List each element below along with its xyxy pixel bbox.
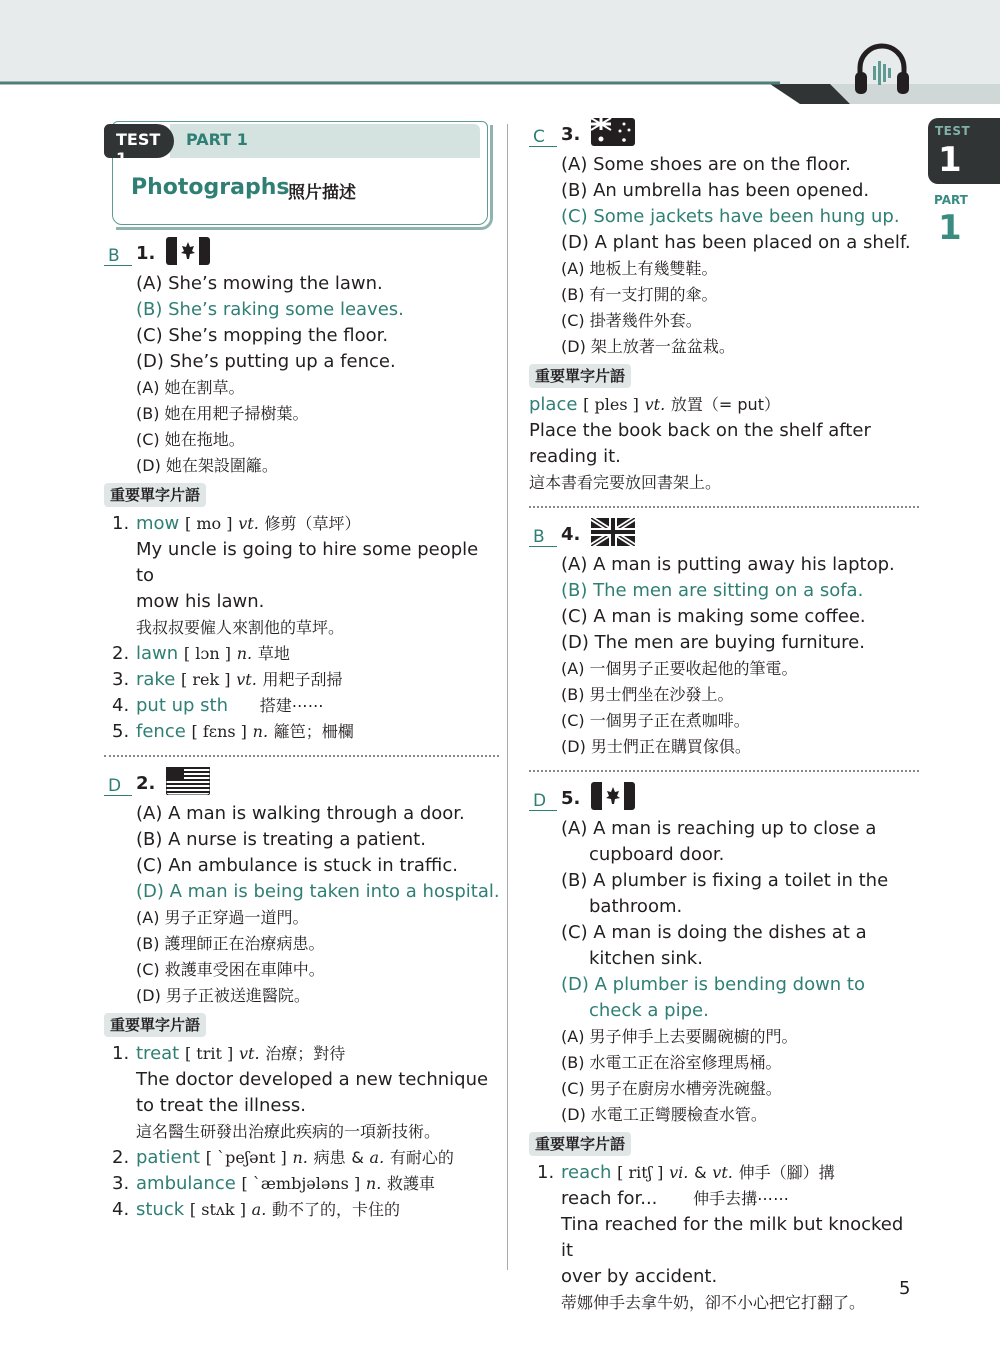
question-header [529, 782, 919, 816]
vocab-number: 2. [112, 643, 130, 664]
section-separator [104, 755, 499, 757]
page-number: 5 [899, 1278, 911, 1299]
vocab-example: My uncle is going to hire some people to [136, 539, 479, 586]
vocab-meaning: 草地 [257, 644, 290, 663]
vocab-meaning: 搭建⋯⋯ [259, 696, 324, 715]
vocab-example-cont: mow his lawn. [136, 591, 265, 612]
part-label: PART 1 [186, 130, 248, 149]
vocab-meaning: 用耙子刮掃 [262, 670, 343, 689]
vocab-word: treat [136, 1043, 180, 1064]
usa-flag-icon [166, 767, 210, 795]
side-test-tab [928, 118, 1000, 184]
section-subtitle: 照片描述 [288, 183, 356, 203]
vocab-meaning: 修剪（草坪） [264, 514, 361, 533]
left-column [104, 237, 499, 1223]
question-header [529, 518, 919, 552]
option-b-zh: (B) 水電工正在浴室修理馬桶。 [561, 1053, 782, 1072]
vocab-word: fence [136, 721, 186, 742]
vocab-example-zh: 我叔叔要僱人來割他的草坪。 [136, 618, 345, 637]
option-a-zh: (A) 地板上有幾雙鞋。 [561, 259, 718, 278]
vocab-item [104, 693, 499, 719]
vocab-example-cont: over by accident. [561, 1266, 718, 1287]
column-divider [507, 124, 508, 1270]
vocab-number: 4. [112, 1199, 130, 1220]
option-a-zh: (A) 男子正穿過一道門。 [136, 908, 309, 927]
option-c-zh: (C) 男子在廚房水槽旁洗碗盤。 [561, 1079, 782, 1098]
vocab-item [104, 1041, 499, 1067]
vocab-example: Place the book back on the shelf after [529, 420, 871, 441]
vocab-ipa: [ ples ] [583, 395, 639, 414]
vocab-phrase [529, 1186, 919, 1212]
vocab-word: reach [561, 1162, 612, 1183]
answer-key: B [529, 524, 557, 547]
side-test-label: TEST [935, 124, 971, 138]
vocab-pos: vt. [238, 514, 259, 533]
question-number: 5. [561, 788, 581, 809]
canada-flag-icon [166, 237, 210, 265]
uk-flag-icon [591, 518, 635, 546]
vocab-item [104, 511, 499, 537]
vocab-number: 1. [112, 513, 130, 534]
answer-key: C [529, 124, 557, 147]
vocab-meaning: 籬笆；柵欄 [273, 722, 354, 741]
vocab-word: put up sth [136, 695, 229, 716]
section-separator [529, 506, 919, 508]
vocab-item [104, 1171, 499, 1197]
vocab-pos: vi. [669, 1163, 689, 1182]
test-tab [104, 124, 174, 168]
option-d-zh: (D) 男士們正在購買傢俱。 [561, 737, 751, 756]
part-tab [170, 124, 480, 158]
vocab-example-cont: reading it. [529, 446, 621, 467]
vocab-meaning: 動不了的，卡住的 [272, 1200, 401, 1219]
option-c-zh: (C) 掛著幾件外套。 [561, 311, 702, 330]
vocab-pos: n. [236, 644, 253, 663]
option-a-zh: (A) 她在割草。 [136, 378, 245, 397]
vocab-heading: 重要單字片語 [104, 483, 206, 507]
vocab-ipa: [ mo ] [185, 514, 233, 533]
section-title: Photographs [131, 175, 290, 200]
option-a-zh: (A) 一個男子正要收起他的筆電。 [561, 659, 798, 678]
option-b-correct: (B) She’s raking some leaves. [136, 299, 404, 320]
vocab-number: 1. [537, 1162, 555, 1183]
option-d: (D) She’s putting up a fence. [136, 351, 396, 372]
option-d-zh: (D) 水電工正彎腰檢查水管。 [561, 1105, 767, 1124]
question-number: 1. [136, 243, 156, 264]
test-label: TEST 1 [116, 130, 161, 168]
side-test-number: 1 [938, 140, 962, 180]
vocab-word: stuck [136, 1199, 185, 1220]
vocab-meaning: 有耐心的 [389, 1148, 454, 1167]
option-d-correct: (D) A man is being taken into a hospital. [136, 881, 500, 902]
option-b-zh: (B) 男士們坐在沙發上。 [561, 685, 734, 704]
option-a: (A) Some shoes are on the floor. [561, 154, 851, 175]
vocab-ipa: [ stʌk ] [189, 1200, 246, 1219]
option-d: (D) The men are buying furniture. [561, 632, 865, 653]
side-part-label: PART [934, 193, 968, 207]
option-c-zh: (C) 救護車受困在車陣中。 [136, 960, 325, 979]
canada-flag-icon [591, 782, 635, 810]
vocab-heading: 重要單字片語 [529, 364, 631, 388]
option-c-zh: (C) 一個男子正在煮咖啡。 [561, 711, 750, 730]
vocab-ipa: [ lɔn ] [183, 644, 231, 663]
option-a: (A) A man is walking through a door. [136, 803, 465, 824]
option-d-zh: (D) 男子正被送進醫院。 [136, 986, 310, 1005]
vocab-phrase-en: reach for... [561, 1188, 658, 1209]
top-wedge-decoration [0, 0, 1000, 110]
option-c-zh: (C) 她在拖地。 [136, 430, 245, 449]
vocab-example-cont: to treat the illness. [136, 1095, 306, 1116]
option-c: (C) She’s mopping the floor. [136, 325, 389, 346]
vocab-number: 4. [112, 695, 130, 716]
question-number: 3. [561, 124, 581, 145]
option-a: (A) A man is putting away his laptop. [561, 554, 895, 575]
vocab-item [104, 641, 499, 667]
vocab-example-zh: 這名醫生研發出治療此疾病的一項新技術。 [136, 1122, 441, 1141]
vocab-ipa: [ ˋpeʃənt ] [205, 1148, 287, 1167]
vocab-ipa: [ fɛns ] [191, 722, 247, 741]
question-header [104, 237, 499, 271]
vocab-item [104, 667, 499, 693]
vocab-pos: n. [292, 1148, 308, 1167]
vocab-pos: n. [365, 1174, 382, 1193]
vocab-phrase-zh: 伸手去搆⋯⋯ [693, 1189, 790, 1208]
vocab-example: The doctor developed a new technique [136, 1069, 489, 1090]
option-b: (B) A plumber is fixing a toilet in the bathroom. [561, 870, 889, 917]
vocab-word: place [529, 394, 578, 415]
vocab-ipa: [ ritʃ ] [617, 1163, 664, 1182]
question-number: 4. [561, 524, 581, 545]
option-c-correct: (C) Some jackets have been hung up. [561, 206, 900, 227]
vocab-pos: n. [252, 722, 269, 741]
option-b-correct: (B) The men are sitting on a sofa. [561, 580, 864, 601]
vocab-pos: vt. [644, 395, 666, 414]
option-b: (B) A nurse is treating a patient. [136, 829, 426, 850]
vocab-pos: vt. [712, 1163, 733, 1182]
vocab-ampersand: & [694, 1163, 707, 1182]
vocab-item [104, 719, 499, 745]
vocab-pos: vt. [238, 1044, 260, 1063]
vocab-meaning: 放置（= put） [670, 395, 780, 414]
vocab-word: lawn [136, 643, 179, 664]
answer-key: D [529, 788, 557, 811]
side-part-number: 1 [938, 208, 962, 248]
vocab-word: patient [136, 1147, 201, 1168]
vocab-meaning: 病患 [313, 1148, 346, 1167]
option-d-zh: (D) 架上放著一盆盆栽。 [561, 337, 735, 356]
answer-key: B [104, 243, 132, 266]
vocab-item [104, 1197, 499, 1223]
vocab-meaning: 救護車 [387, 1174, 436, 1193]
vocab-meaning: 伸手（腳）搆 [738, 1163, 835, 1182]
question-header [104, 767, 499, 801]
vocab-number: 5. [112, 721, 130, 742]
vocab-example: Tina reached for the milk but knocked it [561, 1214, 904, 1261]
vocab-word: ambulance [136, 1173, 236, 1194]
vocab-heading: 重要單字片語 [529, 1132, 631, 1156]
option-c: (C) A man is doing the dishes at a kitchen sink. [561, 922, 867, 969]
option-d: (D) A plant has been placed on a shelf. [561, 232, 911, 253]
option-a: (A) A man is reaching up to close a cupboard door. [561, 818, 877, 865]
vocab-number: 3. [112, 669, 130, 690]
option-b-zh: (B) 有一支打開的傘。 [561, 285, 718, 304]
option-b-zh: (B) 她在用耙子掃樹葉。 [136, 404, 309, 423]
australia-flag-icon [591, 118, 635, 146]
answer-key: D [104, 773, 132, 796]
option-b-zh: (B) 護理師正在治療病患。 [136, 934, 325, 953]
vocab-word: rake [136, 669, 176, 690]
option-a-zh: (A) 男子伸手上去要關碗櫥的門。 [561, 1027, 798, 1046]
vocab-number: 2. [112, 1147, 130, 1168]
headphones-icon [852, 40, 912, 100]
vocab-item [529, 1160, 919, 1186]
option-d-correct: (D) A plumber is bending down to check a pipe. [561, 974, 866, 1021]
vocab-number: 3. [112, 1173, 130, 1194]
vocab-pos: a. [251, 1200, 267, 1219]
option-d-zh: (D) 她在架設圍籬。 [136, 456, 278, 475]
option-c: (C) A man is making some coffee. [561, 606, 866, 627]
vocab-meaning: 治療；對待 [265, 1044, 346, 1063]
vocab-pos: vt. [236, 670, 257, 689]
option-c: (C) An ambulance is stuck in traffic. [136, 855, 458, 876]
vocab-example-zh: 這本書看完要放回書架上。 [529, 473, 722, 492]
vocab-pos: a. [369, 1148, 385, 1167]
vocab-ipa: [ trit ] [184, 1044, 234, 1063]
section-header-tab [104, 124, 484, 168]
vocab-ipa: [ rek ] [181, 670, 231, 689]
vocab-example-zh: 蒂娜伸手去拿牛奶，卻不小心把它打翻了。 [561, 1293, 866, 1312]
vocab-item [529, 392, 919, 418]
vocab-heading: 重要單字片語 [104, 1013, 206, 1037]
question-header [529, 118, 919, 152]
right-column [529, 118, 919, 1316]
option-b: (B) An umbrella has been opened. [561, 180, 870, 201]
vocab-number: 1. [112, 1043, 130, 1064]
vocab-ipa: [ ˋæmbjələns ] [241, 1174, 361, 1193]
section-separator [529, 770, 919, 772]
vocab-item: 2. patient [ ˋpeʃənt ] n. 病患 & a. 有耐心的 [104, 1145, 499, 1171]
option-a: (A) She’s mowing the lawn. [136, 273, 383, 294]
vocab-word: mow [136, 513, 180, 534]
question-number: 2. [136, 773, 156, 794]
